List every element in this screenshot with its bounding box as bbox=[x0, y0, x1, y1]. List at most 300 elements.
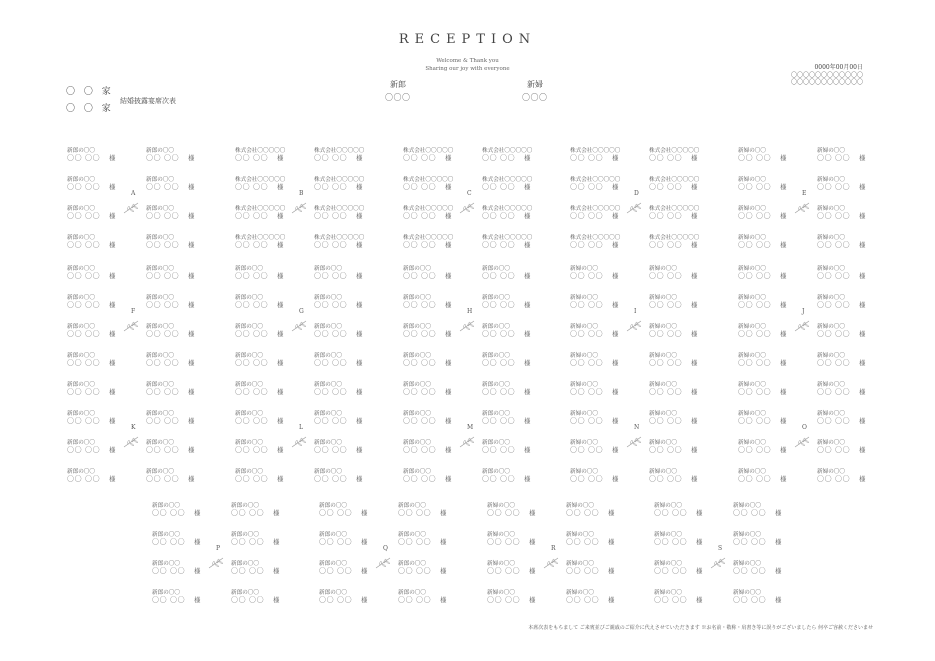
guest-relation: 新郎の〇〇 bbox=[152, 503, 180, 509]
leaf-ornament-icon bbox=[794, 317, 810, 329]
guest-relation: 株式会社〇〇〇〇〇 bbox=[314, 206, 365, 212]
guest-relation: 新婦の〇〇 bbox=[487, 561, 515, 567]
guest-entry bbox=[235, 409, 317, 427]
guest-relation: 株式会社〇〇〇〇〇 bbox=[235, 177, 286, 183]
guest-relation: 新婦の〇〇 bbox=[817, 177, 845, 183]
honorific: 様 bbox=[691, 241, 698, 249]
guest-entry bbox=[487, 530, 569, 548]
page-title: RECEPTION bbox=[398, 32, 537, 47]
honorific: 様 bbox=[277, 417, 284, 425]
leaf-ornament-icon bbox=[543, 554, 559, 566]
guest-name: 〇〇 〇〇 bbox=[314, 272, 348, 280]
guest-entry bbox=[738, 233, 820, 251]
honorific: 様 bbox=[356, 272, 363, 280]
guest-entry bbox=[649, 264, 731, 282]
honorific: 様 bbox=[440, 509, 447, 517]
guest-name: 〇〇 〇〇 bbox=[314, 417, 348, 425]
guest-name: 〇〇 〇〇 bbox=[146, 388, 180, 396]
honorific: 様 bbox=[780, 388, 787, 396]
guest-relation: 新婦の〇〇 bbox=[738, 295, 766, 301]
guest-entry bbox=[738, 175, 820, 193]
guest-entry bbox=[570, 233, 652, 251]
guest-entry bbox=[817, 409, 899, 427]
guest-name: 〇〇 〇〇 bbox=[403, 241, 437, 249]
guest-name: 〇〇 〇〇 bbox=[482, 301, 516, 309]
guest-relation: 新郎の〇〇 bbox=[231, 532, 259, 538]
guest-entry bbox=[482, 233, 564, 251]
table-letter: B bbox=[299, 190, 304, 197]
guest-relation: 新郎の〇〇 bbox=[67, 295, 95, 301]
honorific: 様 bbox=[524, 475, 531, 483]
honorific: 様 bbox=[696, 509, 703, 517]
guest-entry bbox=[733, 530, 815, 548]
guest-entry bbox=[733, 501, 815, 519]
guest-relation: 新郎の〇〇 bbox=[235, 266, 263, 272]
honorific: 様 bbox=[273, 596, 280, 604]
venue-line-1: 〇〇〇〇〇〇〇〇〇〇〇〇 bbox=[790, 71, 863, 79]
honorific: 様 bbox=[188, 241, 195, 249]
guest-entry bbox=[403, 351, 485, 369]
guest-relation: 新郎の〇〇 bbox=[231, 561, 259, 567]
guest-entry bbox=[235, 467, 317, 485]
guest-name: 〇〇 〇〇 bbox=[314, 241, 348, 249]
guest-relation: 新婦の〇〇 bbox=[649, 324, 677, 330]
honorific: 様 bbox=[612, 241, 619, 249]
groom-name: 〇〇〇 bbox=[385, 93, 411, 102]
guest-name: 〇〇 〇〇 bbox=[67, 475, 101, 483]
honorific: 様 bbox=[109, 475, 116, 483]
guest-name: 〇〇 〇〇 bbox=[235, 183, 269, 191]
guest-relation: 新婦の〇〇 bbox=[733, 561, 761, 567]
guest-name: 〇〇 〇〇 bbox=[403, 359, 437, 367]
honorific: 様 bbox=[109, 330, 116, 338]
guest-relation: 新郎の〇〇 bbox=[482, 266, 510, 272]
honorific: 様 bbox=[780, 183, 787, 191]
guest-entry bbox=[235, 175, 317, 193]
guest-entry bbox=[403, 293, 485, 311]
guest-entry bbox=[146, 322, 228, 340]
guest-relation: 株式会社〇〇〇〇〇 bbox=[570, 148, 621, 154]
guest-relation: 新婦の〇〇 bbox=[654, 590, 682, 596]
guest-relation: 新婦の〇〇 bbox=[738, 469, 766, 475]
guest-entry bbox=[235, 380, 317, 398]
guest-name: 〇〇 〇〇 bbox=[570, 154, 604, 162]
guest-entry bbox=[649, 175, 731, 193]
document-title: 結婚披露宴席次表 bbox=[120, 97, 176, 105]
guest-name: 〇〇 〇〇 bbox=[398, 567, 432, 575]
guest-entry bbox=[67, 380, 149, 398]
guest-name: 〇〇 〇〇 bbox=[319, 538, 353, 546]
guest-entry bbox=[67, 351, 149, 369]
guest-entry bbox=[817, 264, 899, 282]
guest-relation: 新婦の〇〇 bbox=[654, 561, 682, 567]
guest-relation: 新郎の〇〇 bbox=[67, 382, 95, 388]
honorific: 様 bbox=[696, 596, 703, 604]
guest-relation: 新郎の〇〇 bbox=[403, 469, 431, 475]
guest-name: 〇〇 〇〇 bbox=[570, 272, 604, 280]
honorific: 様 bbox=[188, 212, 195, 220]
honorific: 様 bbox=[188, 301, 195, 309]
honorific: 様 bbox=[356, 446, 363, 454]
guest-relation: 新郎の〇〇 bbox=[67, 148, 95, 154]
guest-relation: 新婦の〇〇 bbox=[570, 469, 598, 475]
guest-relation: 株式会社〇〇〇〇〇 bbox=[314, 177, 365, 183]
guest-name: 〇〇 〇〇 bbox=[398, 596, 432, 604]
honorific: 様 bbox=[691, 359, 698, 367]
guest-name: 〇〇 〇〇 bbox=[403, 272, 437, 280]
guest-name: 〇〇 〇〇 bbox=[235, 417, 269, 425]
guest-relation: 株式会社〇〇〇〇〇 bbox=[403, 206, 454, 212]
guest-relation: 新婦の〇〇 bbox=[817, 469, 845, 475]
guest-relation: 新婦の〇〇 bbox=[738, 353, 766, 359]
guest-entry bbox=[654, 530, 736, 548]
honorific: 様 bbox=[188, 475, 195, 483]
guest-relation: 新郎の〇〇 bbox=[314, 324, 342, 330]
guest-relation: 新郎の〇〇 bbox=[146, 206, 174, 212]
guest-entry bbox=[152, 588, 234, 606]
guest-name: 〇〇 〇〇 bbox=[482, 446, 516, 454]
guest-entry bbox=[314, 351, 396, 369]
guest-name: 〇〇 〇〇 bbox=[403, 183, 437, 191]
family-name-1: 〇 〇 家 bbox=[66, 87, 114, 97]
guest-name: 〇〇 〇〇 bbox=[403, 446, 437, 454]
bride-label: 新婦 bbox=[527, 80, 543, 89]
table-letter: Q bbox=[383, 545, 388, 552]
guest-name: 〇〇 〇〇 bbox=[733, 538, 767, 546]
table-letter: R bbox=[551, 545, 556, 552]
guest-entry bbox=[482, 146, 564, 164]
honorific: 様 bbox=[445, 446, 452, 454]
guest-name: 〇〇 〇〇 bbox=[314, 446, 348, 454]
honorific: 様 bbox=[524, 154, 531, 162]
guest-name: 〇〇 〇〇 bbox=[398, 509, 432, 517]
guest-relation: 新婦の〇〇 bbox=[817, 353, 845, 359]
guest-name: 〇〇 〇〇 bbox=[403, 417, 437, 425]
honorific: 様 bbox=[109, 272, 116, 280]
guest-name: 〇〇 〇〇 bbox=[738, 417, 772, 425]
guest-name: 〇〇 〇〇 bbox=[566, 509, 600, 517]
guest-name: 〇〇 〇〇 bbox=[649, 446, 683, 454]
table-letter: J bbox=[802, 308, 805, 315]
guest-entry bbox=[146, 351, 228, 369]
guest-relation: 新郎の〇〇 bbox=[67, 353, 95, 359]
honorific: 様 bbox=[277, 241, 284, 249]
guest-entry bbox=[146, 146, 228, 164]
honorific: 様 bbox=[859, 475, 866, 483]
honorific: 様 bbox=[445, 183, 452, 191]
guest-relation: 新郎の〇〇 bbox=[67, 324, 95, 330]
guest-entry bbox=[235, 351, 317, 369]
honorific: 様 bbox=[273, 509, 280, 517]
guest-name: 〇〇 〇〇 bbox=[67, 212, 101, 220]
guest-relation: 新郎の〇〇 bbox=[482, 353, 510, 359]
date-block bbox=[791, 64, 863, 87]
guest-name: 〇〇 〇〇 bbox=[649, 301, 683, 309]
guest-relation: 新郎の〇〇 bbox=[146, 148, 174, 154]
guest-name: 〇〇 〇〇 bbox=[235, 154, 269, 162]
honorific: 様 bbox=[277, 330, 284, 338]
honorific: 様 bbox=[859, 212, 866, 220]
guest-entry bbox=[231, 530, 313, 548]
honorific: 様 bbox=[440, 538, 447, 546]
leaf-ornament-icon bbox=[123, 199, 139, 211]
honorific: 様 bbox=[445, 301, 452, 309]
guest-relation: 新婦の〇〇 bbox=[649, 469, 677, 475]
guest-entry bbox=[649, 322, 731, 340]
guest-relation: 新婦の〇〇 bbox=[649, 411, 677, 417]
honorific: 様 bbox=[524, 301, 531, 309]
honorific: 様 bbox=[194, 596, 201, 604]
guest-entry bbox=[152, 530, 234, 548]
guest-relation: 新婦の〇〇 bbox=[738, 382, 766, 388]
guest-name: 〇〇 〇〇 bbox=[482, 241, 516, 249]
guest-name: 〇〇 〇〇 bbox=[817, 154, 851, 162]
honorific: 様 bbox=[361, 567, 368, 575]
guest-name: 〇〇 〇〇 bbox=[738, 272, 772, 280]
guest-name: 〇〇 〇〇 bbox=[67, 301, 101, 309]
honorific: 様 bbox=[859, 272, 866, 280]
guest-name: 〇〇 〇〇 bbox=[654, 596, 688, 604]
honorific: 様 bbox=[691, 154, 698, 162]
honorific: 様 bbox=[445, 359, 452, 367]
guest-entry bbox=[398, 501, 480, 519]
venue-line-2: 〇〇〇〇〇〇〇〇〇〇〇〇 bbox=[790, 79, 863, 86]
guest-entry bbox=[146, 204, 228, 222]
guest-entry bbox=[649, 293, 731, 311]
guest-name: 〇〇 〇〇 bbox=[482, 154, 516, 162]
honorific: 様 bbox=[109, 301, 116, 309]
guest-relation: 新婦の〇〇 bbox=[566, 503, 594, 509]
guest-name: 〇〇 〇〇 bbox=[235, 446, 269, 454]
honorific: 様 bbox=[445, 388, 452, 396]
honorific: 様 bbox=[775, 538, 782, 546]
guest-entry bbox=[649, 438, 731, 456]
honorific: 様 bbox=[188, 417, 195, 425]
guest-entry bbox=[398, 530, 480, 548]
guest-name: 〇〇 〇〇 bbox=[817, 359, 851, 367]
guest-entry bbox=[482, 204, 564, 222]
guest-name: 〇〇 〇〇 bbox=[566, 567, 600, 575]
guest-entry bbox=[570, 351, 652, 369]
leaf-ornament-icon bbox=[291, 199, 307, 211]
guest-relation: 新郎の〇〇 bbox=[146, 440, 174, 446]
guest-relation: 新婦の〇〇 bbox=[817, 411, 845, 417]
guest-name: 〇〇 〇〇 bbox=[570, 330, 604, 338]
guest-entry bbox=[482, 175, 564, 193]
guest-relation: 新郎の〇〇 bbox=[235, 295, 263, 301]
guest-name: 〇〇 〇〇 bbox=[146, 272, 180, 280]
guest-name: 〇〇 〇〇 bbox=[152, 538, 186, 546]
leaf-ornament-icon bbox=[459, 433, 475, 445]
guest-relation: 新婦の〇〇 bbox=[738, 411, 766, 417]
guest-name: 〇〇 〇〇 bbox=[482, 212, 516, 220]
guest-name: 〇〇 〇〇 bbox=[231, 509, 265, 517]
guest-name: 〇〇 〇〇 bbox=[235, 241, 269, 249]
table-letter: G bbox=[299, 308, 304, 315]
guest-relation: 新婦の〇〇 bbox=[817, 295, 845, 301]
guest-name: 〇〇 〇〇 bbox=[403, 154, 437, 162]
guest-name: 〇〇 〇〇 bbox=[570, 212, 604, 220]
honorific: 様 bbox=[445, 475, 452, 483]
guest-name: 〇〇 〇〇 bbox=[146, 446, 180, 454]
guest-entry bbox=[482, 293, 564, 311]
guest-entry bbox=[319, 501, 401, 519]
guest-name: 〇〇 〇〇 bbox=[566, 538, 600, 546]
guest-relation: 新郎の〇〇 bbox=[146, 295, 174, 301]
guest-relation: 新郎の〇〇 bbox=[67, 411, 95, 417]
guest-relation: 新婦の〇〇 bbox=[570, 295, 598, 301]
guest-name: 〇〇 〇〇 bbox=[738, 183, 772, 191]
guest-relation: 新婦の〇〇 bbox=[570, 382, 598, 388]
guest-name: 〇〇 〇〇 bbox=[817, 417, 851, 425]
honorific: 様 bbox=[524, 241, 531, 249]
guest-name: 〇〇 〇〇 bbox=[649, 272, 683, 280]
guest-entry bbox=[649, 204, 731, 222]
guest-entry bbox=[67, 409, 149, 427]
guest-relation: 新郎の〇〇 bbox=[152, 561, 180, 567]
guest-relation: 株式会社〇〇〇〇〇 bbox=[570, 177, 621, 183]
guest-relation: 新郎の〇〇 bbox=[146, 324, 174, 330]
guest-name: 〇〇 〇〇 bbox=[235, 388, 269, 396]
honorific: 様 bbox=[780, 272, 787, 280]
honorific: 様 bbox=[691, 388, 698, 396]
leaf-ornament-icon bbox=[123, 317, 139, 329]
guest-name: 〇〇 〇〇 bbox=[482, 388, 516, 396]
honorific: 様 bbox=[524, 388, 531, 396]
guest-entry bbox=[738, 380, 820, 398]
guest-relation: 新郎の〇〇 bbox=[398, 503, 426, 509]
guest-entry bbox=[231, 588, 313, 606]
guest-name: 〇〇 〇〇 bbox=[403, 212, 437, 220]
honorific: 様 bbox=[445, 417, 452, 425]
guest-relation: 新婦の〇〇 bbox=[570, 411, 598, 417]
honorific: 様 bbox=[524, 212, 531, 220]
guest-relation: 新郎の〇〇 bbox=[231, 503, 259, 509]
honorific: 様 bbox=[780, 241, 787, 249]
guest-name: 〇〇 〇〇 bbox=[146, 359, 180, 367]
honorific: 様 bbox=[445, 330, 452, 338]
guest-entry bbox=[733, 559, 815, 577]
honorific: 様 bbox=[780, 446, 787, 454]
guest-entry bbox=[319, 588, 401, 606]
guest-relation: 株式会社〇〇〇〇〇 bbox=[235, 148, 286, 154]
guest-name: 〇〇 〇〇 bbox=[314, 212, 348, 220]
guest-name: 〇〇 〇〇 bbox=[482, 330, 516, 338]
guest-name: 〇〇 〇〇 bbox=[67, 241, 101, 249]
honorific: 様 bbox=[277, 359, 284, 367]
guest-name: 〇〇 〇〇 bbox=[146, 154, 180, 162]
guest-relation: 株式会社〇〇〇〇〇 bbox=[314, 235, 365, 241]
honorific: 様 bbox=[612, 417, 619, 425]
guest-relation: 新郎の〇〇 bbox=[403, 382, 431, 388]
guest-name: 〇〇 〇〇 bbox=[146, 330, 180, 338]
guest-relation: 新郎の〇〇 bbox=[398, 561, 426, 567]
guest-relation: 新郎の〇〇 bbox=[319, 532, 347, 538]
guest-relation: 株式会社〇〇〇〇〇 bbox=[649, 206, 700, 212]
honorific: 様 bbox=[356, 417, 363, 425]
guest-relation: 新婦の〇〇 bbox=[566, 532, 594, 538]
guest-relation: 新婦の〇〇 bbox=[817, 266, 845, 272]
guest-entry bbox=[398, 588, 480, 606]
leaf-ornament-icon bbox=[794, 199, 810, 211]
honorific: 様 bbox=[529, 596, 536, 604]
guest-entry bbox=[146, 293, 228, 311]
honorific: 様 bbox=[696, 538, 703, 546]
guest-relation: 新郎の〇〇 bbox=[403, 295, 431, 301]
guest-relation: 新郎の〇〇 bbox=[398, 590, 426, 596]
honorific: 様 bbox=[273, 538, 280, 546]
guest-relation: 株式会社〇〇〇〇〇 bbox=[649, 177, 700, 183]
honorific: 様 bbox=[529, 538, 536, 546]
honorific: 様 bbox=[608, 538, 615, 546]
guest-relation: 新郎の〇〇 bbox=[235, 324, 263, 330]
honorific: 様 bbox=[859, 330, 866, 338]
guest-relation: 新郎の〇〇 bbox=[67, 235, 95, 241]
guest-entry bbox=[403, 467, 485, 485]
honorific: 様 bbox=[691, 212, 698, 220]
guest-name: 〇〇 〇〇 bbox=[817, 388, 851, 396]
guest-relation: 新郎の〇〇 bbox=[319, 561, 347, 567]
guest-entry bbox=[235, 233, 317, 251]
honorific: 様 bbox=[524, 359, 531, 367]
honorific: 様 bbox=[612, 475, 619, 483]
guest-name: 〇〇 〇〇 bbox=[152, 567, 186, 575]
guest-relation: 新郎の〇〇 bbox=[403, 324, 431, 330]
guest-entry bbox=[403, 146, 485, 164]
honorific: 様 bbox=[691, 475, 698, 483]
table-letter: E bbox=[802, 190, 807, 197]
guest-entry bbox=[482, 438, 564, 456]
guest-relation: 新婦の〇〇 bbox=[733, 503, 761, 509]
guest-name: 〇〇 〇〇 bbox=[733, 596, 767, 604]
guest-name: 〇〇 〇〇 bbox=[67, 388, 101, 396]
guest-relation: 新郎の〇〇 bbox=[403, 440, 431, 446]
guest-relation: 株式会社〇〇〇〇〇 bbox=[649, 148, 700, 154]
guest-entry bbox=[817, 175, 899, 193]
honorific: 様 bbox=[859, 183, 866, 191]
guest-name: 〇〇 〇〇 bbox=[314, 154, 348, 162]
honorific: 様 bbox=[188, 330, 195, 338]
guest-relation: 新郎の〇〇 bbox=[314, 266, 342, 272]
guest-name: 〇〇 〇〇 bbox=[487, 509, 521, 517]
guest-name: 〇〇 〇〇 bbox=[738, 301, 772, 309]
guest-relation: 新郎の〇〇 bbox=[314, 295, 342, 301]
guest-name: 〇〇 〇〇 bbox=[487, 567, 521, 575]
guest-relation: 新郎の〇〇 bbox=[152, 590, 180, 596]
guest-relation: 新婦の〇〇 bbox=[649, 266, 677, 272]
guest-relation: 新郎の〇〇 bbox=[314, 382, 342, 388]
guest-relation: 新婦の〇〇 bbox=[817, 324, 845, 330]
groom-label: 新郎 bbox=[390, 80, 406, 89]
guest-relation: 新郎の〇〇 bbox=[319, 503, 347, 509]
guest-entry bbox=[566, 588, 648, 606]
honorific: 様 bbox=[356, 301, 363, 309]
leaf-ornament-icon bbox=[459, 317, 475, 329]
honorific: 様 bbox=[277, 475, 284, 483]
guest-entry bbox=[482, 467, 564, 485]
guest-relation: 新郎の〇〇 bbox=[146, 177, 174, 183]
table-letter: C bbox=[467, 190, 472, 197]
guest-name: 〇〇 〇〇 bbox=[67, 417, 101, 425]
guest-entry bbox=[570, 293, 652, 311]
leaf-ornament-icon bbox=[794, 433, 810, 445]
honorific: 様 bbox=[775, 567, 782, 575]
guest-name: 〇〇 〇〇 bbox=[487, 596, 521, 604]
honorific: 様 bbox=[608, 509, 615, 517]
guest-relation: 新郎の〇〇 bbox=[67, 469, 95, 475]
guest-entry bbox=[817, 293, 899, 311]
honorific: 様 bbox=[356, 241, 363, 249]
